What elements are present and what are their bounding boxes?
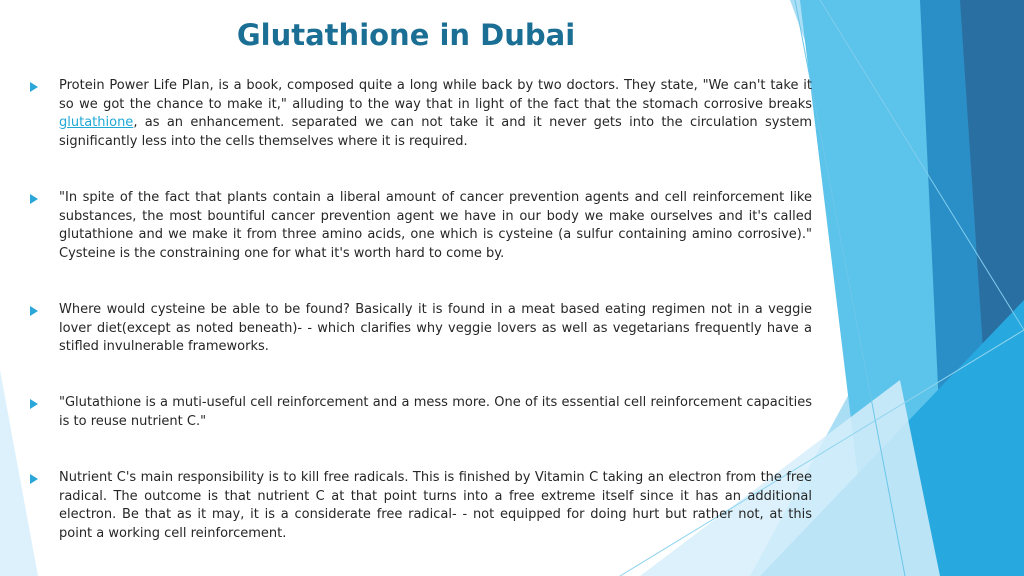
bullet-item xyxy=(30,301,812,357)
bullet-item xyxy=(30,189,812,263)
triangle-right-icon xyxy=(30,189,59,207)
triangle-right-icon xyxy=(30,394,59,412)
bullet-text: "Glutathione is a muti-useful cell reinforcement and a mess more. One of its essential cell reinforcement capacities is to reuse nutrient C." xyxy=(59,395,812,429)
bullet-text-part: Protein Power Life Plan, is a book, composed quite a long while back by two doctors. They state, "We can't take it so we got the chance to make it," alluding to the way that in light of the fact that the stomach corrosive breaks xyxy=(59,78,812,112)
triangle-right-icon xyxy=(30,301,59,319)
page-title: Glutathione in Dubai xyxy=(236,18,576,52)
bullet-text: Nutrient C's main responsibility is to kill free radicals. This is finished by Vitamin C taking an electron from the free radical. The outcome is that nutrient C at that point turns into a free extreme itself since it has an additional electron. Be that as it may, it is a considerate free radical- - not equipped for doing hurt but rather not, at this point a working cell reinforcement. xyxy=(59,470,812,541)
triangle-right-icon xyxy=(30,469,59,487)
triangle-right-icon xyxy=(30,77,59,95)
glutathione-link[interactable]: glutathione xyxy=(59,115,134,130)
bullet-text-part: , as an enhancement. separated we can not take it and it never gets into the circulation system significantly less into the cells themselves where it is required. xyxy=(59,115,812,149)
bullet-item xyxy=(30,77,812,151)
bullet-text xyxy=(59,77,812,151)
bullet-item xyxy=(30,394,812,431)
bullet-item xyxy=(30,469,812,543)
bullet-text: Where would cysteine be able to be found? Basically it is found in a meat based eating regimen not in a veggie lover diet(except as noted beneath)- - which clarifies why veggie lovers as well as vegetarians frequently have a stifled invulnerable frameworks. xyxy=(59,302,812,354)
bullet-text: "In spite of the fact that plants contain a liberal amount of cancer prevention agents and cell reinforcement like substances, the most bountiful cancer prevention agent we have in our body we make ourselves and it's called glutathione and we make it from three amino acids, one which is cysteine (a sulfur containing amino corrosive)." Cysteine is the constraining one for what it's worth hard to come by. xyxy=(59,190,812,261)
